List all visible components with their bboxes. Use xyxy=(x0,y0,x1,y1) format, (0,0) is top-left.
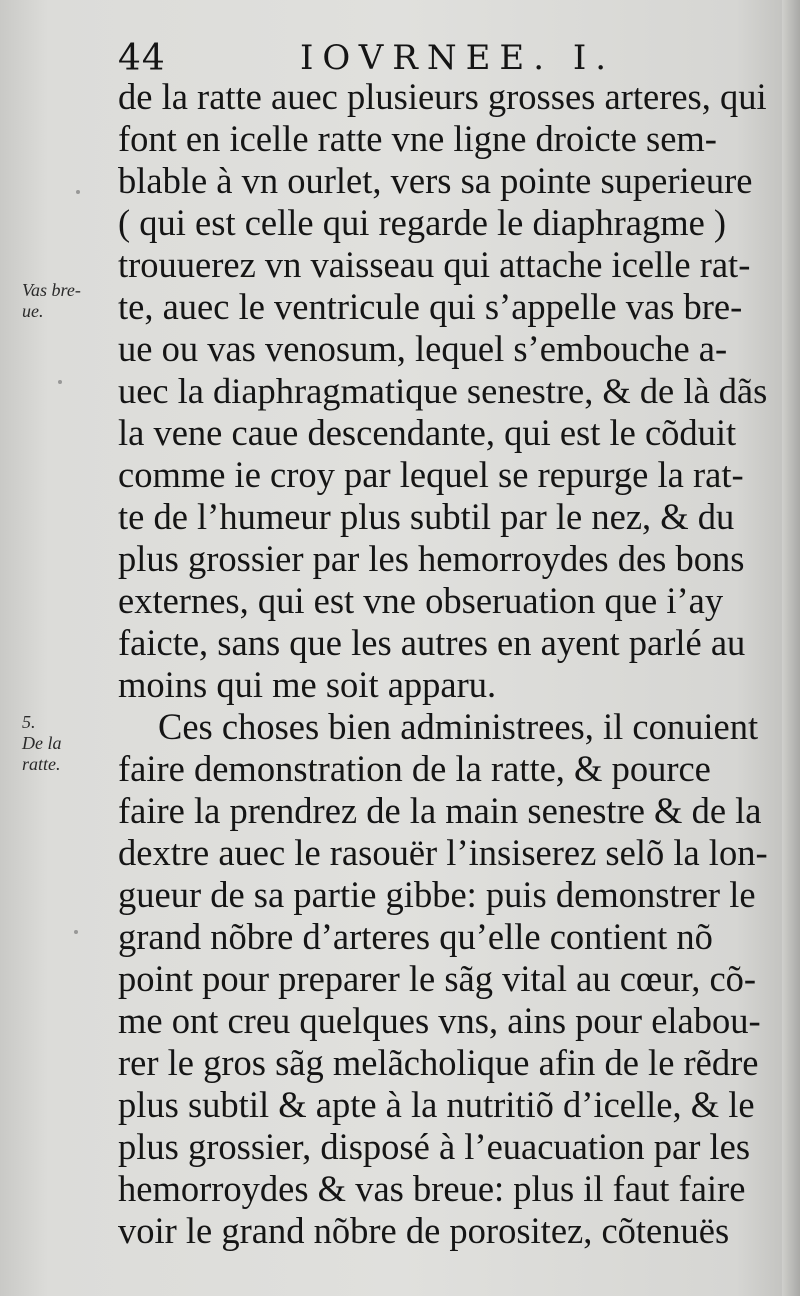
paragraph-start-line: Ces choses bien administrees, il conuient xyxy=(158,706,759,747)
text-line: te, auec le ventricule qui s’appelle vas bre- xyxy=(118,286,743,327)
text-line: hemorroydes & vas breue: plus il faut faire xyxy=(118,1168,746,1209)
ink-speck xyxy=(58,380,62,384)
margin-note-de-la-ratte xyxy=(22,712,62,775)
text-line: te de l’humeur plus subtil par le nez, & du xyxy=(118,496,735,537)
margin-note-vas-breue xyxy=(22,280,81,322)
text-line: point pour preparer le sãg vital au cœur, cõ- xyxy=(118,958,757,999)
page-edge xyxy=(782,0,800,1296)
text-line: faicte, sans que les autres en ayent parlé au xyxy=(118,622,746,663)
text-line: faire la prendrez de la main senestre & de la xyxy=(118,790,762,831)
text-line: gueur de sa partie gibbe: puis demonstrer le xyxy=(118,874,756,915)
text-line: font en icelle ratte vne ligne droicte sem- xyxy=(118,118,717,159)
text-line: plus grossier, disposé à l’euacuation par les xyxy=(118,1126,751,1167)
body-text xyxy=(118,76,768,1252)
page-number: 44 xyxy=(118,38,166,79)
text-line: trouuerez vn vaisseau qui attache icelle rat- xyxy=(118,244,751,285)
text-line: dextre auec le rasouër l’insiserez selõ la lon- xyxy=(118,832,768,873)
text-line: moins qui me soit apparu. xyxy=(118,664,497,705)
margin-note-line: 5. xyxy=(22,712,36,732)
text-line: de la ratte auec plusieurs grosses arteres, qui xyxy=(118,76,767,117)
text-line: faire demonstration de la ratte, & pource xyxy=(118,748,711,789)
text-line: plus grossier par les hemorroydes des bons xyxy=(118,538,745,579)
margin-note-line: De la xyxy=(22,733,62,753)
text-line: externes, qui est vne obseruation que i’ay xyxy=(118,580,724,621)
margin-note-line: Vas bre- xyxy=(22,280,81,300)
text-line: voir le grand nõbre de porositez, cõtenuës xyxy=(118,1210,730,1251)
text-line: me ont creu quelques vns, ains pour elabou- xyxy=(118,1000,761,1041)
margin-note-line: ratte. xyxy=(22,754,61,774)
text-line: plus subtil & apte à la nutritiõ d’icelle, & le xyxy=(118,1084,755,1125)
text-line: la vene caue descendante, qui est le cõduit xyxy=(118,412,737,453)
text-line: grand nõbre d’arteres qu’elle contient nõ xyxy=(118,916,713,957)
running-title: IOVRNEE. I. xyxy=(300,38,616,78)
margin-note-line: ue. xyxy=(22,301,44,321)
text-line: blable à vn ourlet, vers sa pointe superieure xyxy=(118,160,753,201)
text-line: ue ou vas venosum, lequel s’embouche a- xyxy=(118,328,728,369)
ink-speck xyxy=(76,190,80,194)
text-line: comme ie croy par lequel se repurge la rat- xyxy=(118,454,744,495)
text-line: uec la diaphragmatique senestre, & de là dãs xyxy=(118,371,768,411)
text-line: ( qui est celle qui regarde le diaphragme ) xyxy=(118,202,727,243)
text-line: rer le gros sãg melãcholique afin de le rẽdre xyxy=(118,1042,759,1083)
ink-speck xyxy=(74,930,78,934)
